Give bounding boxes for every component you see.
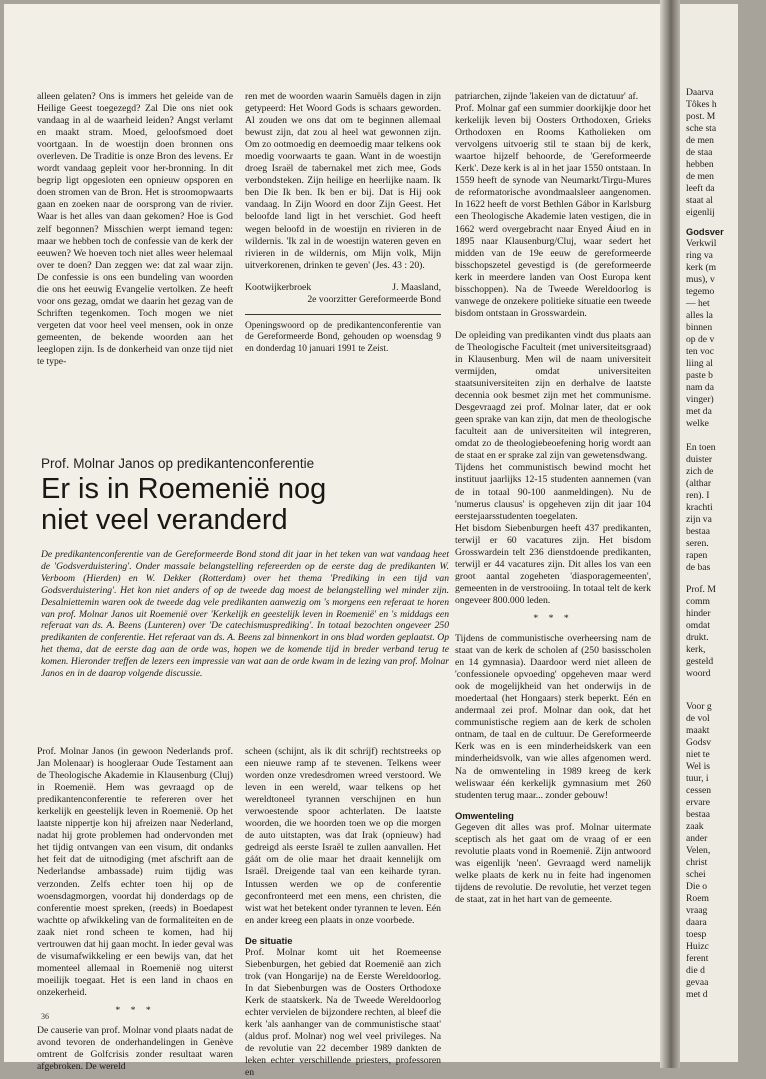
text-fragment: omdat bbox=[686, 620, 710, 631]
right-page-fragment-block bbox=[686, 87, 766, 219]
text-fragment: bestaa bbox=[686, 526, 710, 537]
right-page-fragment-block bbox=[686, 701, 766, 1001]
text-fragment: de men bbox=[686, 135, 714, 146]
text-fragment: zich de bbox=[686, 466, 714, 477]
text-fragment: kerk (m bbox=[686, 262, 717, 273]
article-column-b bbox=[245, 746, 441, 1079]
text-fragment: ander bbox=[686, 833, 708, 844]
text-fragment: post. M bbox=[686, 111, 716, 122]
paragraph: Tijdens de communistische overheersing nam de staat van de kerk de scholen af (250 basisscholen en 14 gymnasia). Daardoor werd niet alleen de 'confessionele opvoeding' opgeheven maar werd ook de mogelijkheid van het onderwijs in de moedertaal (het Hongaars) sterk beperkt. Eén en andermaal zei prof. Molnar dan ook, dat het communistische regiem aan de kerk de scholen ontnam, de taal en de cultuur. De Gereformeerde Kerk was en is een minderheidskerk van een minderheidsvolk, van wie alles afgenomen werd. Na de omwenteling in 1989 kreeg de kerk weliswaar één kerkelijk gymnasium met 260 studenten terug maar... zonder gebouw! bbox=[455, 633, 651, 801]
text-fragment: de bas bbox=[686, 562, 711, 573]
right-page bbox=[680, 4, 738, 1062]
text-fragment: staat al bbox=[686, 195, 713, 206]
text-fragment: seren. bbox=[686, 538, 709, 549]
text-fragment: vinger) bbox=[686, 394, 714, 405]
text-fragment: ten voc bbox=[686, 346, 714, 357]
paragraph: Gegeven dit alles was prof. Molnar uitermate sceptisch als het gaat om de vraag of er een revolutie plaats vond in Roemenië. Zijn antwoord was eigenlijk 'neen'. Gevraagd werd namelijk welke plaats de kerk nu in feite had ingenomen tijdens de revolutie. De revolutie, het verzet tegen de staat, zat in het hart van de gemeente. bbox=[455, 821, 651, 905]
text-fragment: daara bbox=[686, 917, 707, 928]
text-fragment: Roem bbox=[686, 893, 709, 904]
text-fragment: paste b bbox=[686, 370, 713, 381]
article-kicker: Prof. Molnar Janos op predikantenconferentie bbox=[41, 456, 315, 471]
text-fragment: (althar bbox=[686, 478, 712, 489]
signature-role: 2e voorzitter Gereformeerde Bond bbox=[307, 293, 441, 305]
text-fragment: comm bbox=[686, 596, 710, 607]
text-fragment: rapen bbox=[686, 550, 708, 561]
paragraph: Prof. Molnar gaf een summier doorkijkje door het kerkelijk leven bij Oosters Orthodoxen, Grieks Orthodoxen en Rooms Katholieken om vervolgens uitvoerig stil te staan bij de kerk, waartoe hijzelf behoorde, de 'Gereformeerde Kerk'. Deze kerk is al in het jaar 1550 ontstaan. In 1559 heeft de synode van Neumarkt/Tirgu-Mures de reformatorische avondmaalsleer aangenomen. In 1622 heeft de vorst Bethlen Gábor in Karlsburg een Theologische Akademie laten vestigen, die in 1662 werd overgebracht naar Enyed Áiud en in 1895 naar Klausenburg/Cluj, waar sedert het midden van de 19e eeuw de gereformeerde bisschopszetel gevestigd is (de gereformeerde kerk in meerdere landen van Oost Europa kent bisschoppen). Na de Tweede Wereldoorlog is vanwege de onzekere politieke situatie een tweede bisdom ontstaan in Grosswardein. bbox=[455, 103, 651, 319]
text-fragment: Velen, bbox=[686, 845, 711, 856]
text-fragment: vraag bbox=[686, 905, 708, 916]
text-fragment: Tôkes h bbox=[686, 99, 717, 110]
text-fragment: mus), v bbox=[686, 274, 715, 285]
article-lead: De predikantenconferentie van de Gereformeerde Bond stond dit jaar in het teken van wat vandaag heet de 'Godsverduistering'. Onder massale belangstelling refereerden op de eerste dag de predikanten W. Verboom (Hierden) en W. Dekker (Rotterdam) over het thema 'Prediking in een tijd van Godsverduistering'. Het kon niet anders of op de tweede dag moest de belangstelling wel minder zijn. Desalniettemin waren ook de tweede dag vele predikanten aanwezig om 's morgens een referaat te horen van prof. Molnar Janos uit Roemenië over 'Kerkelijk en geestelijk leven in Roemenië' en 's middags een referaat van ds. A. Beens (Lunteren) over 'De catechismusprediking'. In totaal bezochten ongeveer 250 predikanten de conferentie. Het referaat van ds. A. Beens zal binnenkort in ons blad worden geplaatst. Op het thema, dat de eerste dag aan de orde was, hopen we de komende tijd in breder verband terug te komen. Hieronder treffen de lezers een impressie van wat aan de orde kwam in de lezing van prof. Molnar Janos en in de daarop volgende discussie. bbox=[41, 549, 449, 680]
text-fragment: maakt bbox=[686, 725, 710, 736]
signature-place: Kootwijkerbroek bbox=[245, 281, 312, 293]
text-fragment: Die o bbox=[686, 881, 708, 892]
text-fragment: Godsv bbox=[686, 737, 712, 748]
subheading-omwenteling: Omwenteling bbox=[455, 809, 514, 821]
book-gutter bbox=[660, 0, 680, 1068]
text-fragment: op de v bbox=[686, 334, 715, 345]
paragraph: Prof. Molnar komt uit het Roemeense Siebenburgen, het gebied dat Roemenië aan zich trok (van Hongarije) na de Eerste Wereldoorlog. In dat Siebenburgen was de Oosters Orthodoxe Kerk de staatskerk. Na de Tweede Wereldoorlog echter vervielen de bijzondere rechten, al bleef die kerk 'als aanhanger van de communistische staat' (aldus prof. Molnar) nog wel veel privileges. Na de revolutie van 22 december 1989 dankten de leken echter verschillende priesters, professoren en bbox=[245, 946, 441, 1079]
text-fragment: woord bbox=[686, 668, 711, 679]
text-fragment: zaak bbox=[686, 821, 704, 832]
text-fragment: — het bbox=[686, 298, 710, 309]
paragraph: De opleiding van predikanten vindt dus plaats aan de Theologische Faculteit (met universiteitsgraad) in Klausenburg. Men wil de naam universiteit vermijden, omdat universiteiten staatsuniversiteiten zijn en derhalve de laatste decennia ook besmet zijn met het communisme. Desgevraagd zei prof. Molnar later, dat er ook geen sprake van kan zijn, dat men de theologische faculteit aan de universiteiten wil integreren, omdat zo de theologiebeoefening horig wordt aan de staat en er sprake zal zijn van gewetensdwang. bbox=[455, 329, 651, 462]
page-number: 36 bbox=[41, 1012, 49, 1021]
text-fragment: bestaa bbox=[686, 809, 710, 820]
article-column-c bbox=[455, 91, 651, 1009]
text-fragment: ferent bbox=[686, 953, 709, 964]
text-fragment: Huizc bbox=[686, 941, 709, 952]
text-fragment: leeft da bbox=[686, 183, 715, 194]
left-page bbox=[4, 4, 660, 1079]
paragraph: alleen gelaten? Ons is immers het geleide van de Heilige Geest toegezegd? Zal Die ons niet ook vandaag in al de waarheid leiden? Angst verlamt en maakt stram. Moed, geloofsmoed doet voortgaan. In de woestijn doen bronnen ons overleven. De Traditie is onze Bron des levens. Er wordt vandaag gepleit voor her-bronning. In dit begrip ligt opgesloten een opnieuw opsporen en doen stromen van de Bron. Het is stroomopwaarts gaan en zoeken naar de oorsprong van de rivier. Waar is het alles van daan gekomen? Hoe is God zelf begonnen? Misschien werpt iemand tegen: maar we hebben toch de confessie van de kerk der eeuwen? We hoeven toch niet alles weer helemaal over te doen? Dan zeggen we: dat zal waar zijn. De confessie is ons een bundeling van woorden die ons het eeuwig Evangelie vertolken. Ze heeft voor ons gezag, omdat we daarin het gezag van de Schriften tegenkomen. Toch mogen we niet vergeten dat voor heel veel mensen, ook in onze gemeenten, de bekende woorden aan het leeglopen zijn. Is de donkerheid van onze tijd niet te type- bbox=[37, 91, 233, 368]
text-fragment: En toen bbox=[686, 442, 716, 453]
text-fragment: gesteld bbox=[686, 656, 714, 667]
right-page-fragment-block bbox=[686, 584, 766, 680]
text-fragment: sche sta bbox=[686, 123, 717, 134]
text-fragment: nam da bbox=[686, 382, 714, 393]
text-fragment: Wel is bbox=[686, 761, 711, 772]
text-fragment: cessen bbox=[686, 785, 712, 796]
right-page-fragment-block bbox=[686, 442, 766, 574]
paragraph: Tijdens het communistisch bewind mocht het instituut jaarlijks 12-15 studenten aannemen (van de in totaal 90-100 aanmeldingen). Nu de 'numerus clausus' is opgeheven zijn dit jaar 104 eerstejaarsstudenten toegelaten. bbox=[455, 462, 651, 522]
text-fragment: Prof. M bbox=[686, 584, 716, 595]
text-fragment: eigenlij bbox=[686, 207, 715, 218]
text-fragment: de vol bbox=[686, 713, 710, 724]
text-fragment: de men bbox=[686, 171, 714, 182]
paragraph: De causerie van prof. Molnar vond plaats nadat de avond tevoren de onderhandelingen in Genève omtrent de Golfcrisis zonder resultaat waren afgebroken. De wereld bbox=[37, 1025, 233, 1073]
article-headline: Er is in Roemenië nog niet veel veranderd bbox=[41, 473, 327, 536]
signature-name: J. Maasland, bbox=[392, 281, 441, 293]
heading-fragment: Godsver bbox=[686, 227, 724, 237]
signature-row bbox=[245, 282, 441, 294]
text-fragment: kerk, bbox=[686, 644, 706, 655]
text-fragment: ren). I bbox=[686, 490, 710, 501]
text-fragment: met da bbox=[686, 406, 712, 417]
divider bbox=[245, 314, 441, 315]
text-fragment: gevaa bbox=[686, 977, 709, 988]
text-fragment: ervare bbox=[686, 797, 710, 808]
text-fragment: Daarva bbox=[686, 87, 714, 98]
text-fragment: liing al bbox=[686, 358, 713, 369]
text-fragment: niet te bbox=[686, 749, 710, 760]
text-fragment: schei bbox=[686, 869, 706, 880]
text-fragment: binnen bbox=[686, 322, 713, 333]
paragraph: patriarchen, zijnde 'lakeien van de dictatuur' af. bbox=[455, 91, 639, 102]
source-note: Openingswoord op de predikantenconferentie van de Gereformeerde Bond, gehouden op woensdag 9 en donderdag 10 januari 1991 te Zeist. bbox=[245, 320, 441, 354]
section-separator: * * * bbox=[533, 612, 573, 624]
text-fragment: tuur, i bbox=[686, 773, 709, 784]
text-fragment: toesp bbox=[686, 929, 707, 940]
paragraph: scheen (schijnt, als ik dit schrijf) rechtstreeks op een nieuwe ramp af te stevenen. Telkens weer worden onze vredesdromen wreed verstoord. We leven in een wereld, waar telkens op het wereldtoneel tyrannen verschijnen en hun verwoestende spoor achterlaten. De laatste woorden, die we hoorden toen we op die morgen de auto uitstapten, was dat Irak (opnieuw) had gedreigd als eerste Israël te zullen aanvallen. Het gáát om de olie maar het draait kennelijk om Israël. Dreigende taal van een keiharde tyran. Intussen werden we op de conferentie geconfronteerd met een mens, een christen, die wist wat het betekent onder tyrannen te leven. Eén en ander kreeg een plaats in onze voorbede. bbox=[245, 746, 441, 926]
text-fragment: met d bbox=[686, 989, 708, 1000]
subheading-situatie: De situatie bbox=[245, 934, 293, 946]
text-fragment: drukt. bbox=[686, 632, 709, 643]
text-fragment: alles la bbox=[686, 310, 713, 321]
text-fragment: krachti bbox=[686, 502, 713, 513]
text-fragment: de staa bbox=[686, 147, 713, 158]
paragraph: Het bisdom Siebenburgen heeft 437 predikanten, terwijl er 60 vacatures zijn. Het bisdom Grosswardein telt 236 dienstdoende predikanten, terwijl er 44 vacatures zijn. Dit alles los van een groot aantal zogeheten 'diasporagemeenten', gemeenten in de verstrooiing. In totaal telt de kerk ongeveer 800.000 leden. bbox=[455, 522, 651, 606]
text-fragment: christ bbox=[686, 857, 708, 868]
continuation-column-2 bbox=[245, 91, 441, 436]
text-fragment: ring va bbox=[686, 250, 713, 261]
text-fragment: tegemo bbox=[686, 286, 715, 297]
right-page-fragment-block bbox=[686, 226, 766, 430]
text-fragment: hinder bbox=[686, 608, 711, 619]
paragraph: Prof. Molnar Janos (in gewoon Nederlands prof. Jan Molenaar) is hoogleraar Oude Testament aan de Theologische Akademie in Klausenburg (Cluj) in Roemenië. Hem was gevraagd op de predikantenconferentie te refereren over het kerkelijk en geestelijk leven in Roemenië. Op het laatste nippertje kon hij afreizen naar Nederland, nadat hij grote problemen had ondervonden met het tijdig ontvangen van een visum, dit ondanks het feit dat de uitnodiging (met afschrift aan de Nederlandse ambassade) ruim tijdig was verzonden. Zelfs echter toen hij op de woensdagmorgen, voordat hij donderdags op de conferentie moest spreken, (reeds) in Boedapest wachtte op afwikkeling van de formaliteiten en de zaak niet rond scheen te komen, had hij vertrouwen dat hij gaan mocht. In ieder geval was de visumafwikkeling er een bewijs van, dat het momenteel allemaal in Roemenië nog uiterst moeilijk toegaat. Het is een land in chaos en onzekerheid. bbox=[37, 746, 233, 998]
text-fragment: welke bbox=[686, 418, 709, 429]
text-fragment: hebben bbox=[686, 159, 714, 170]
continuation-column-1 bbox=[37, 91, 233, 436]
text-fragment: zijn va bbox=[686, 514, 712, 525]
text-fragment: Verkwil bbox=[686, 238, 717, 249]
section-separator: * * * bbox=[115, 1004, 155, 1016]
text-fragment: die d bbox=[686, 965, 705, 976]
paragraph: ren met de woorden waarin Samuëls dagen in zijn getypeerd: Het Woord Gods is schaars geworden. Al zouden we ons dat om te beginnen allemaal bewust zijn, dat zou al heel wat gewonnen zijn. Om zo ootmoedig en deemoedig maar telkens ook moedig voorwaarts te gaan. Want in de woestijn droeg Israël de tabernakel met zich mee, Gods verbondsteken. Zijn heilige en heerlijke naam. Ik ben Die Ik ben. Ik ben er bij. Dat is Hij ook vandaag. In Zijn Woord en door Zijn Geest. Het beloofde land ligt in het verschiet. God heeft wegen beloofd in de woestijn en rivieren in de wildernis. 'Ik zal in de woestijn wateren geven en rivieren in de wildernis, om Mijn volk, Mijn uitverkorenen, drinken te geven' (Jes. 43 : 20). bbox=[245, 91, 441, 271]
text-fragment: Voor g bbox=[686, 701, 712, 712]
text-fragment: duister bbox=[686, 454, 713, 465]
